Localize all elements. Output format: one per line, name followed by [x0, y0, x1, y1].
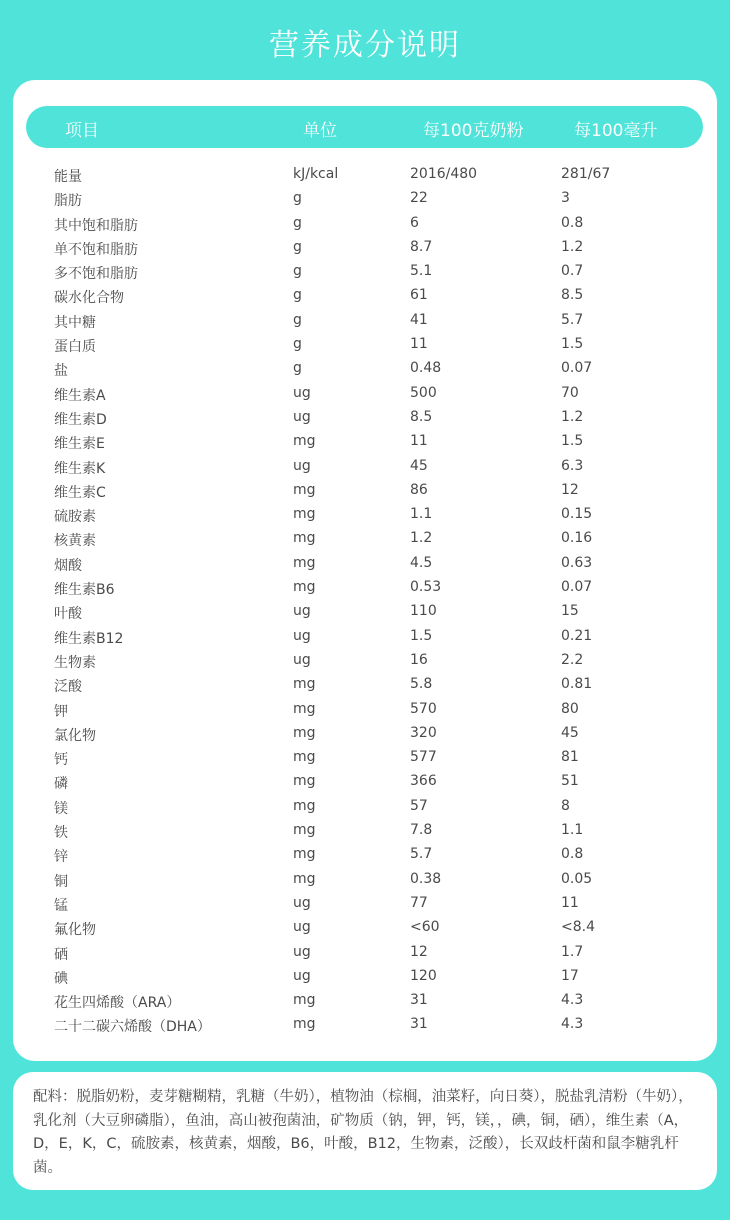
nutrient-name: 钾 — [54, 703, 68, 720]
table-row — [13, 577, 717, 601]
nutrient-unit: mg — [293, 724, 316, 741]
value-per-100g: 12 — [410, 943, 428, 960]
table-row — [13, 188, 717, 212]
table-row — [13, 383, 717, 407]
nutrient-unit: mg — [293, 749, 316, 766]
nutrient-unit: mg — [293, 506, 316, 523]
value-per-100ml: 281/67 — [561, 166, 611, 182]
value-per-100g: 7.8 — [410, 822, 433, 839]
nutrient-unit: mg — [293, 481, 316, 498]
value-per-100ml: 81 — [561, 749, 579, 766]
nutrient-name: 维生素C — [54, 484, 106, 501]
nutrient-name: 维生素E — [54, 436, 105, 453]
value-per-100ml: 0.07 — [561, 360, 593, 377]
value-per-100ml: 1.2 — [561, 238, 584, 255]
nutrient-unit: mg — [293, 870, 316, 887]
table-row — [13, 456, 717, 480]
value-per-100ml: 1.1 — [561, 822, 584, 839]
table-row — [13, 626, 717, 650]
value-per-100ml: 8.5 — [561, 287, 584, 304]
value-per-100g: 45 — [410, 457, 428, 474]
table-row — [13, 844, 717, 868]
value-per-100g: 41 — [410, 311, 428, 328]
value-per-100ml: 1.5 — [561, 336, 584, 353]
table-row — [13, 723, 717, 747]
nutrient-name: 能量 — [54, 169, 82, 185]
value-per-100g: 11 — [410, 336, 428, 353]
table-row — [13, 601, 717, 625]
table-row — [13, 674, 717, 698]
table-row — [13, 917, 717, 941]
value-per-100g: 1.1 — [410, 506, 433, 523]
value-per-100g: 1.5 — [410, 627, 433, 644]
table-row — [13, 869, 717, 893]
nutrient-unit: g — [293, 360, 302, 377]
value-per-100g: 22 — [410, 190, 428, 207]
nutrient-unit: ug — [293, 943, 311, 960]
nutrient-name: 维生素K — [54, 460, 106, 477]
header-unit: 单位 — [303, 121, 337, 141]
table-row — [13, 358, 717, 382]
nutrient-name: 氟化物 — [54, 922, 96, 939]
nutrient-unit: g — [293, 214, 302, 231]
nutrient-unit: g — [293, 263, 302, 280]
value-per-100ml: 4.3 — [561, 992, 584, 1009]
value-per-100ml: 0.05 — [561, 870, 593, 887]
nutrient-name: 镁 — [54, 800, 68, 817]
table-row — [13, 164, 717, 188]
value-per-100ml: 0.7 — [561, 263, 584, 280]
nutrient-name: 盐 — [54, 363, 68, 380]
nutrient-name: 核黄素 — [54, 533, 96, 550]
table-row — [13, 553, 717, 577]
value-per-100g: 2016/480 — [410, 166, 478, 182]
table-row — [13, 504, 717, 528]
nutrient-unit: mg — [293, 433, 316, 450]
value-per-100ml: 51 — [561, 773, 579, 790]
value-per-100ml: 0.81 — [561, 676, 593, 693]
nutrient-unit: kJ/kcal — [293, 166, 339, 182]
nutrient-name: 碳水化合物 — [54, 290, 124, 307]
nutrient-unit: g — [293, 190, 302, 207]
value-per-100g: 86 — [410, 481, 428, 498]
ingredients-text: 配料：脱脂奶粉，麦芽糖糊精，乳糖（牛奶），植物油（棕榈，油菜籽，向日葵），脱盐乳清粉（牛奶），乳化剂（大豆卵磷脂），鱼油，高山被孢菌油，矿物质（钠，钾，钙，镁，，碘，铜，硒），维生素（A，D，E，K，C，硫胺素，核黄素，烟酸，B6，叶酸，B12，生物素，泛酸），长双歧杆菌和鼠李糖乳杆菌。 — [33, 1089, 693, 1176]
nutrient-unit: ug — [293, 967, 311, 984]
value-per-100g: 320 — [410, 724, 437, 741]
value-per-100ml: 0.63 — [561, 554, 593, 571]
value-per-100g: 110 — [410, 603, 437, 620]
table-row — [13, 650, 717, 674]
value-per-100ml: 1.2 — [561, 408, 584, 425]
nutrient-name: 其中饱和脂肪 — [54, 217, 138, 234]
table-row — [13, 334, 717, 358]
value-per-100g: 57 — [410, 797, 428, 814]
nutrient-unit: mg — [293, 700, 316, 717]
value-per-100g: 500 — [410, 384, 437, 401]
table-row — [13, 699, 717, 723]
header-per-100ml: 每100毫升 — [574, 121, 658, 141]
nutrient-name: 花生四烯酸（ARA） — [54, 995, 181, 1012]
table-row — [13, 893, 717, 917]
header-item: 项目 — [65, 121, 99, 141]
ingredients-card — [13, 1072, 717, 1190]
nutrient-name: 铜 — [54, 873, 68, 890]
table-row — [13, 1014, 717, 1038]
nutrient-unit: ug — [293, 651, 311, 668]
nutrient-unit: g — [293, 336, 302, 353]
value-per-100g: 577 — [410, 749, 437, 766]
nutrient-name: 单不饱和脂肪 — [54, 241, 138, 258]
value-per-100ml: 8 — [561, 797, 570, 814]
table-header — [26, 106, 703, 148]
nutrient-name: 硒 — [54, 946, 68, 963]
table-row — [13, 213, 717, 237]
value-per-100g: 8.7 — [410, 238, 433, 255]
nutrient-unit: mg — [293, 773, 316, 790]
value-per-100ml: 11 — [561, 894, 579, 911]
nutrient-unit: ug — [293, 627, 311, 644]
nutrient-name: 氯化物 — [54, 727, 96, 744]
nutrient-unit: mg — [293, 846, 316, 863]
nutrient-unit: mg — [293, 554, 316, 571]
table-row — [13, 747, 717, 771]
value-per-100ml: <8.4 — [561, 919, 595, 936]
table-row — [13, 407, 717, 431]
nutrient-name: 维生素D — [54, 411, 107, 428]
value-per-100g: 5.7 — [410, 846, 433, 863]
table-row — [13, 796, 717, 820]
value-per-100ml: 0.8 — [561, 214, 584, 231]
value-per-100g: 11 — [410, 433, 428, 450]
value-per-100ml: 80 — [561, 700, 579, 717]
value-per-100ml: 1.7 — [561, 943, 584, 960]
nutrient-name: 碘 — [54, 970, 68, 987]
nutrition-table-card — [13, 80, 717, 1061]
table-row — [13, 820, 717, 844]
table-row — [13, 285, 717, 309]
value-per-100ml: 5.7 — [561, 311, 584, 328]
nutrient-name: 二十二碳六烯酸（DHA） — [54, 1019, 211, 1036]
value-per-100g: 366 — [410, 773, 437, 790]
value-per-100ml: 0.16 — [561, 530, 593, 547]
nutrient-unit: ug — [293, 603, 311, 620]
nutrient-name: 锰 — [54, 897, 68, 914]
nutrient-unit: g — [293, 238, 302, 255]
nutrient-unit: mg — [293, 822, 316, 839]
table-row — [13, 480, 717, 504]
nutrient-name: 其中糖 — [54, 314, 96, 331]
value-per-100ml: 15 — [561, 603, 579, 620]
value-per-100g: 0.48 — [410, 360, 442, 377]
nutrient-name: 泛酸 — [54, 679, 82, 696]
value-per-100g: <60 — [410, 919, 440, 936]
value-per-100g: 5.1 — [410, 263, 433, 280]
value-per-100g: 0.38 — [410, 870, 442, 887]
table-row — [13, 310, 717, 334]
value-per-100g: 6 — [410, 214, 419, 231]
table-row — [13, 237, 717, 261]
nutrient-unit: ug — [293, 919, 311, 936]
nutrient-unit: mg — [293, 579, 316, 596]
nutrient-name: 硫胺素 — [54, 509, 96, 526]
table-row — [13, 942, 717, 966]
nutrient-unit: mg — [293, 530, 316, 547]
nutrient-unit: ug — [293, 457, 311, 474]
value-per-100g: 31 — [410, 1016, 428, 1033]
nutrient-name: 叶酸 — [54, 606, 82, 623]
value-per-100g: 61 — [410, 287, 428, 304]
value-per-100g: 0.53 — [410, 579, 442, 596]
value-per-100ml: 12 — [561, 481, 579, 498]
value-per-100ml: 6.3 — [561, 457, 584, 474]
value-per-100g: 77 — [410, 894, 428, 911]
page-title: 营养成分说明 — [269, 28, 461, 63]
nutrient-name: 脂肪 — [54, 193, 82, 210]
value-per-100ml: 0.15 — [561, 506, 593, 523]
value-per-100ml: 70 — [561, 384, 579, 401]
value-per-100g: 4.5 — [410, 554, 433, 571]
nutrient-name: 维生素B6 — [54, 582, 115, 599]
table-row — [13, 431, 717, 455]
nutrient-name: 维生素B12 — [54, 630, 124, 647]
nutrient-unit: mg — [293, 1016, 316, 1033]
nutrient-unit: ug — [293, 384, 311, 401]
value-per-100g: 5.8 — [410, 676, 433, 693]
nutrient-name: 锌 — [54, 849, 68, 866]
value-per-100g: 16 — [410, 651, 428, 668]
nutrient-name: 烟酸 — [54, 557, 82, 574]
value-per-100g: 8.5 — [410, 408, 433, 425]
nutrient-unit: mg — [293, 676, 316, 693]
value-per-100g: 1.2 — [410, 530, 433, 547]
value-per-100ml: 1.5 — [561, 433, 584, 450]
table-row — [13, 966, 717, 990]
header-per-100g: 每100克奶粉 — [423, 121, 524, 141]
nutrient-unit: mg — [293, 797, 316, 814]
value-per-100ml: 3 — [561, 190, 570, 207]
nutrient-unit: g — [293, 311, 302, 328]
nutrient-unit: ug — [293, 408, 311, 425]
table-body — [13, 164, 717, 1039]
table-row — [13, 990, 717, 1014]
nutrient-name: 磷 — [54, 776, 68, 793]
value-per-100ml: 17 — [561, 967, 579, 984]
nutrient-unit: ug — [293, 894, 311, 911]
nutrient-name: 多不饱和脂肪 — [54, 266, 138, 283]
value-per-100ml: 4.3 — [561, 1016, 584, 1033]
nutrient-name: 维生素A — [54, 387, 106, 404]
table-row — [13, 771, 717, 795]
table-row — [13, 261, 717, 285]
nutrient-unit: mg — [293, 992, 316, 1009]
value-per-100ml: 0.8 — [561, 846, 584, 863]
value-per-100g: 31 — [410, 992, 428, 1009]
value-per-100ml: 2.2 — [561, 651, 584, 668]
value-per-100g: 120 — [410, 967, 437, 984]
nutrient-name: 铁 — [54, 825, 68, 842]
table-row — [13, 528, 717, 552]
nutrient-name: 蛋白质 — [54, 339, 96, 356]
nutrient-unit: g — [293, 287, 302, 304]
value-per-100ml: 45 — [561, 724, 579, 741]
value-per-100ml: 0.07 — [561, 579, 593, 596]
nutrient-name: 钙 — [54, 752, 68, 769]
value-per-100ml: 0.21 — [561, 627, 593, 644]
value-per-100g: 570 — [410, 700, 437, 717]
nutrient-name: 生物素 — [54, 654, 96, 671]
